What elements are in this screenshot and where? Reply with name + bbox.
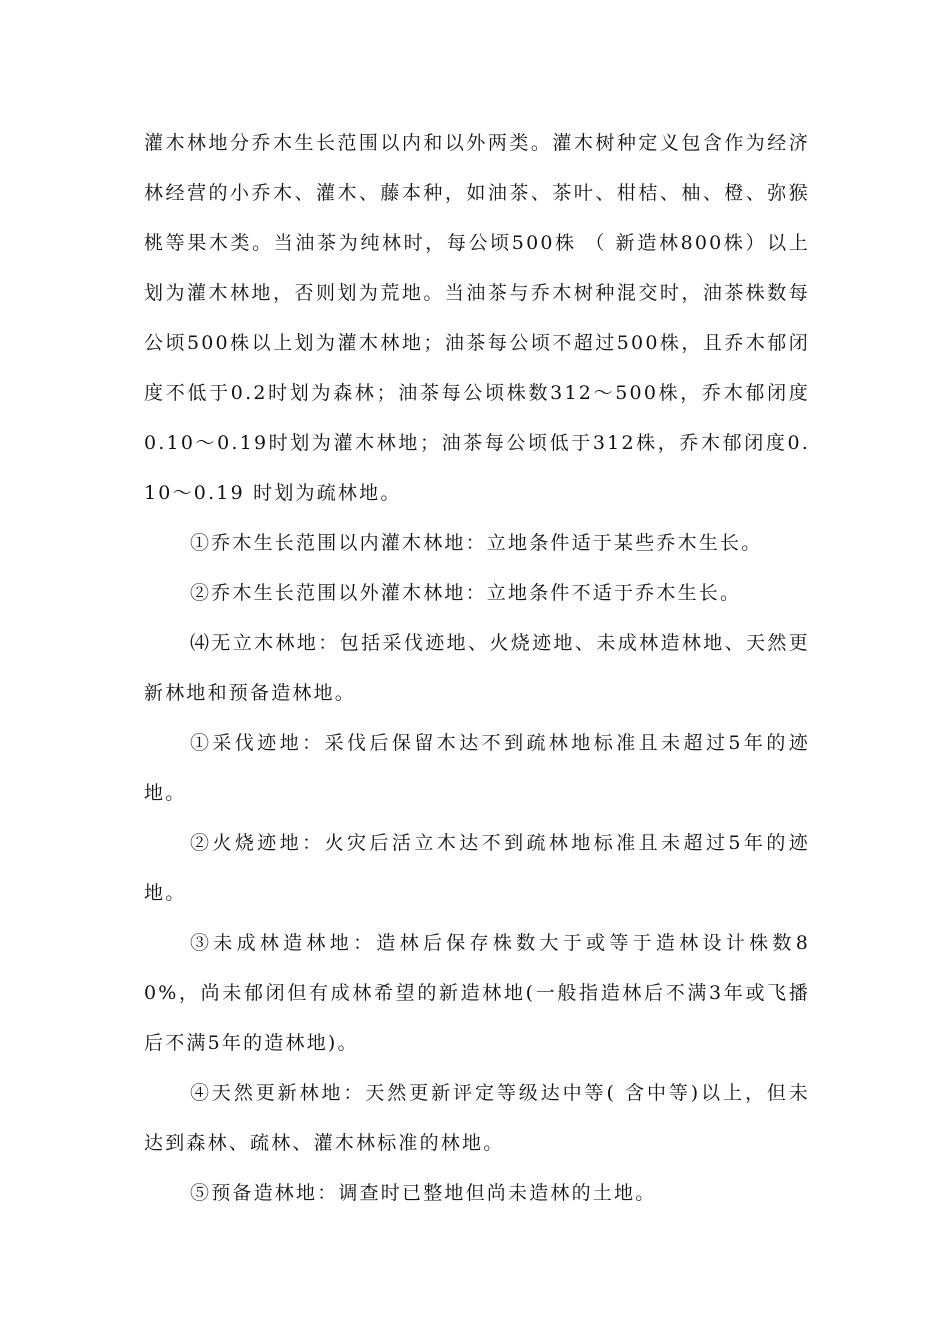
- paragraph-natural-regeneration: ④天然更新林地：天然更新评定等级达中等( 含中等)以上，但未达到森林、疏林、灌木林标准的林地。: [144, 1082, 810, 1154]
- paragraph-logged-land: ①采伐迹地：采伐后保留木达不到疏林地标准且未超过5年的迹地。: [144, 732, 810, 804]
- document-body: [144, 118, 810, 1218]
- paragraph-shrubland-within-tree-range: ①乔木生长范围以内灌木林地：立地条件适于某些乔木生长。: [190, 532, 763, 554]
- paragraph-burned-land: ②火烧迹地：火灾后活立木达不到疏林地标准且未超过5年的迹地。: [144, 832, 810, 904]
- paragraph-treeless-forestland: ⑷无立木林地：包括采伐迹地、火烧迹地、未成林造林地、天然更新林地和预备造林地。: [144, 632, 810, 704]
- paragraph-unestablished-plantation: ③未成林造林地：造林后保存株数大于或等于造林设计株数80%，尚未郁闭但有成林希望的新造林地(一般指造林后不满3年或飞播后不满5年的造林地)。: [144, 932, 810, 1054]
- paragraph-reserved-afforestation-land: ⑤预备造林地：调查时已整地但尚未造林的土地。: [190, 1182, 657, 1204]
- paragraph-shrubland-outside-tree-range: ②乔木生长范围以外灌木林地：立地条件不适于乔木生长。: [190, 582, 742, 604]
- paragraph-shrubland-definition: 灌木林地分乔木生长范围以内和以外两类。灌木树种定义包含作为经济林经营的小乔木、灌木、藤本种，如油茶、茶叶、柑桔、柚、橙、弥猴桃等果木类。当油茶为纯林时，每公顷500株 （ 新造林800株）以上划为灌木林地，否则划为荒地。当油茶与乔木树种混交时，油茶株数每公顷500株以上划为灌木林地；油茶每公顷不超过500株，且乔木郁闭度不低于0.2时划为森林；油茶每公顷株数312～500株，乔木郁闭度0.10～0.19时划为灌木林地；油茶每公顷低于312株，乔木郁闭度0.10～0.19 时划为疏林地。: [144, 132, 810, 504]
